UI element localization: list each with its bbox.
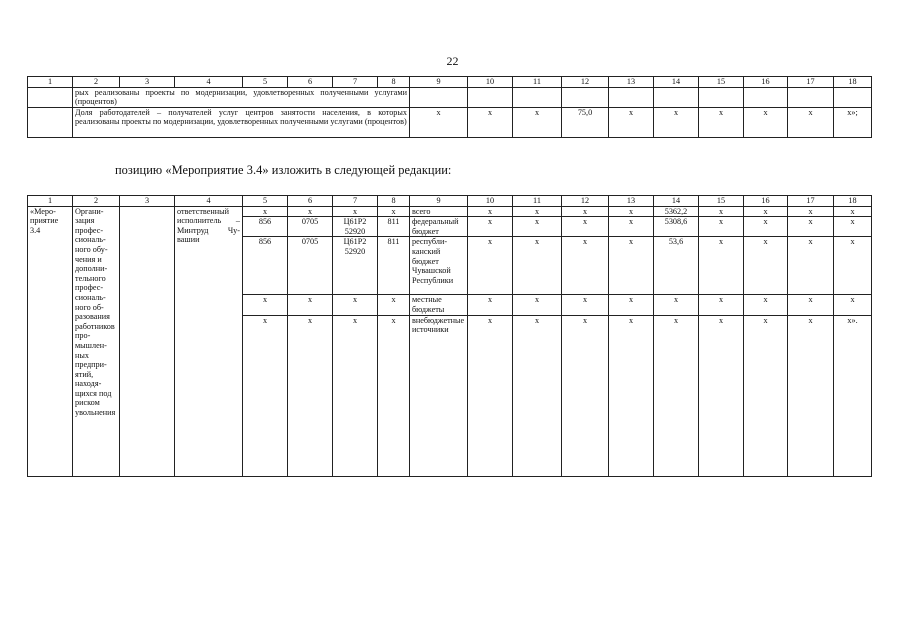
column-number: 10 (468, 77, 513, 88)
table-cell: x (744, 107, 788, 137)
column-number: 16 (744, 196, 788, 207)
column-number: 13 (609, 196, 654, 207)
table-cell (744, 87, 788, 107)
table-cell: 811 (378, 237, 410, 295)
indicators-table (27, 76, 872, 138)
instruction-text: позицию «Мероприятие 3.4» изложить в следующей редакции: (115, 163, 452, 177)
table-cell: x (513, 315, 562, 476)
column-number: 18 (834, 196, 872, 207)
indicator-text: Доля работодателей – получателей услуг центров занятости населения, в которых реализованы проекты по модернизации, удовлетворенных полученными услугами (процентов) (73, 107, 410, 137)
table-row (28, 206, 872, 217)
table-cell: x (410, 107, 468, 137)
table-cell (654, 87, 699, 107)
table-cell: x (654, 315, 699, 476)
table-cell (788, 87, 834, 107)
table-cell: 5362,2 (654, 206, 699, 217)
table-cell: x (609, 295, 654, 315)
funding-source: всего (410, 206, 468, 217)
column-number: 11 (513, 77, 562, 88)
table-cell: x (243, 206, 288, 217)
table-cell: x (699, 237, 744, 295)
column-number: 15 (699, 77, 744, 88)
table-cell: x (609, 315, 654, 476)
table-cell (410, 87, 468, 107)
table-cell: x (654, 295, 699, 315)
table-cell: x (243, 315, 288, 476)
table-cell: Ц61Р2 52920 (333, 217, 378, 237)
table-cell: x (378, 315, 410, 476)
table-cell: x (699, 217, 744, 237)
table-cell (28, 87, 73, 107)
table-cell (513, 87, 562, 107)
table-cell: x (333, 295, 378, 315)
column-number: 8 (378, 77, 410, 88)
funding-source: федеральный бюджет (410, 217, 468, 237)
table-cell: x (562, 206, 609, 217)
table-cell: x (513, 217, 562, 237)
table-cell: x (333, 315, 378, 476)
table-cell: 53,6 (654, 237, 699, 295)
table-cell: x (744, 217, 788, 237)
column-number: 12 (562, 77, 609, 88)
table-cell: x (468, 217, 513, 237)
table-cell: x (609, 206, 654, 217)
activity-table (27, 195, 872, 477)
table-cell: x (699, 315, 744, 476)
table-cell: x (609, 217, 654, 237)
table-cell: x (699, 206, 744, 217)
activity-name: Организация профессионального обучения и дополнительного профессионального образования работников промышленных предприятий, находящихся под риском увольнения (73, 206, 120, 476)
table-cell: 5308,6 (654, 217, 699, 237)
table-cell: x (513, 237, 562, 295)
table-cell: x (378, 206, 410, 217)
table-cell: x (513, 295, 562, 315)
table-cell (609, 87, 654, 107)
table-cell: x (834, 206, 872, 217)
table-cell: x (288, 315, 333, 476)
column-number: 16 (744, 77, 788, 88)
table-row (28, 87, 872, 107)
table-cell (834, 87, 872, 107)
column-number: 14 (654, 196, 699, 207)
column-number: 3 (120, 196, 175, 207)
column-number-row (28, 77, 872, 88)
column-number: 2 (73, 196, 120, 207)
table-cell: x (378, 295, 410, 315)
table-cell: 856 (243, 237, 288, 295)
table-cell: x (788, 217, 834, 237)
column-number: 13 (609, 77, 654, 88)
table-cell: x (788, 107, 834, 137)
table-cell: 0705 (288, 217, 333, 237)
table-cell: x (788, 206, 834, 217)
table-cell: x (788, 295, 834, 315)
table-cell: x (288, 206, 333, 217)
activity-number: «Мероприятие 3.4 (28, 206, 73, 476)
table-cell: x (468, 237, 513, 295)
column-number: 1 (28, 196, 73, 207)
table-cell: x». (834, 315, 872, 476)
table-cell: x (468, 295, 513, 315)
page-number: 22 (446, 54, 459, 68)
column-number: 5 (243, 196, 288, 207)
column-number: 10 (468, 196, 513, 207)
column-number: 5 (243, 77, 288, 88)
table-cell: x (513, 107, 562, 137)
column-number: 2 (73, 77, 120, 88)
column-number: 14 (654, 77, 699, 88)
table-cell: x (288, 295, 333, 315)
table-cell: x (744, 295, 788, 315)
table-cell: x (699, 107, 744, 137)
table-cell: x (654, 107, 699, 137)
table-row (28, 107, 872, 137)
column-number: 8 (378, 196, 410, 207)
table-cell: x (744, 315, 788, 476)
table-cell: x (788, 237, 834, 295)
table-cell: x (333, 206, 378, 217)
table-cell: x (562, 237, 609, 295)
column-number: 9 (410, 196, 468, 207)
table-cell: x (744, 206, 788, 217)
table-cell: x (699, 295, 744, 315)
table-cell: x (468, 315, 513, 476)
table-cell: 856 (243, 217, 288, 237)
column-number: 17 (788, 77, 834, 88)
table-cell: 811 (378, 217, 410, 237)
column-number-row (28, 196, 872, 207)
column-number: 9 (410, 77, 468, 88)
table-cell: x»; (834, 107, 872, 137)
column-number: 6 (288, 77, 333, 88)
table-cell (120, 206, 175, 476)
column-number: 7 (333, 196, 378, 207)
table-cell: x (609, 237, 654, 295)
indicator-text: рых реализованы проекты по модернизации, удовлетворенных полученными услугами (процентов) (73, 87, 410, 107)
table-cell: x (468, 107, 513, 137)
column-number: 17 (788, 196, 834, 207)
table-cell: x (562, 315, 609, 476)
table-cell: x (513, 206, 562, 217)
table-cell: x (834, 217, 872, 237)
table-cell (699, 87, 744, 107)
funding-source: республиканский бюджет Чувашской Республики (410, 237, 468, 295)
table-cell: x (834, 295, 872, 315)
table-cell: 75,0 (562, 107, 609, 137)
table-cell: x (243, 295, 288, 315)
column-number: 15 (699, 196, 744, 207)
table-cell: Ц61Р2 52920 (333, 237, 378, 295)
funding-source: внебюджетные источники (410, 315, 468, 476)
column-number: 11 (513, 196, 562, 207)
funding-source: местные бюджеты (410, 295, 468, 315)
column-number: 18 (834, 77, 872, 88)
column-number: 1 (28, 77, 73, 88)
table-cell: 0705 (288, 237, 333, 295)
table-cell: x (468, 206, 513, 217)
column-number: 3 (120, 77, 175, 88)
column-number: 7 (333, 77, 378, 88)
table-cell (28, 107, 73, 137)
table-cell (562, 87, 609, 107)
column-number: 4 (175, 77, 243, 88)
table-cell: x (609, 107, 654, 137)
table-cell (468, 87, 513, 107)
column-number: 6 (288, 196, 333, 207)
table-cell: x (834, 237, 872, 295)
column-number: 12 (562, 196, 609, 207)
table-cell: x (562, 217, 609, 237)
responsible-executor: ответственный исполнитель – Минтруд Чувашии (175, 206, 243, 476)
table-cell: x (788, 315, 834, 476)
table-cell: x (744, 237, 788, 295)
table-cell: x (562, 295, 609, 315)
column-number: 4 (175, 196, 243, 207)
